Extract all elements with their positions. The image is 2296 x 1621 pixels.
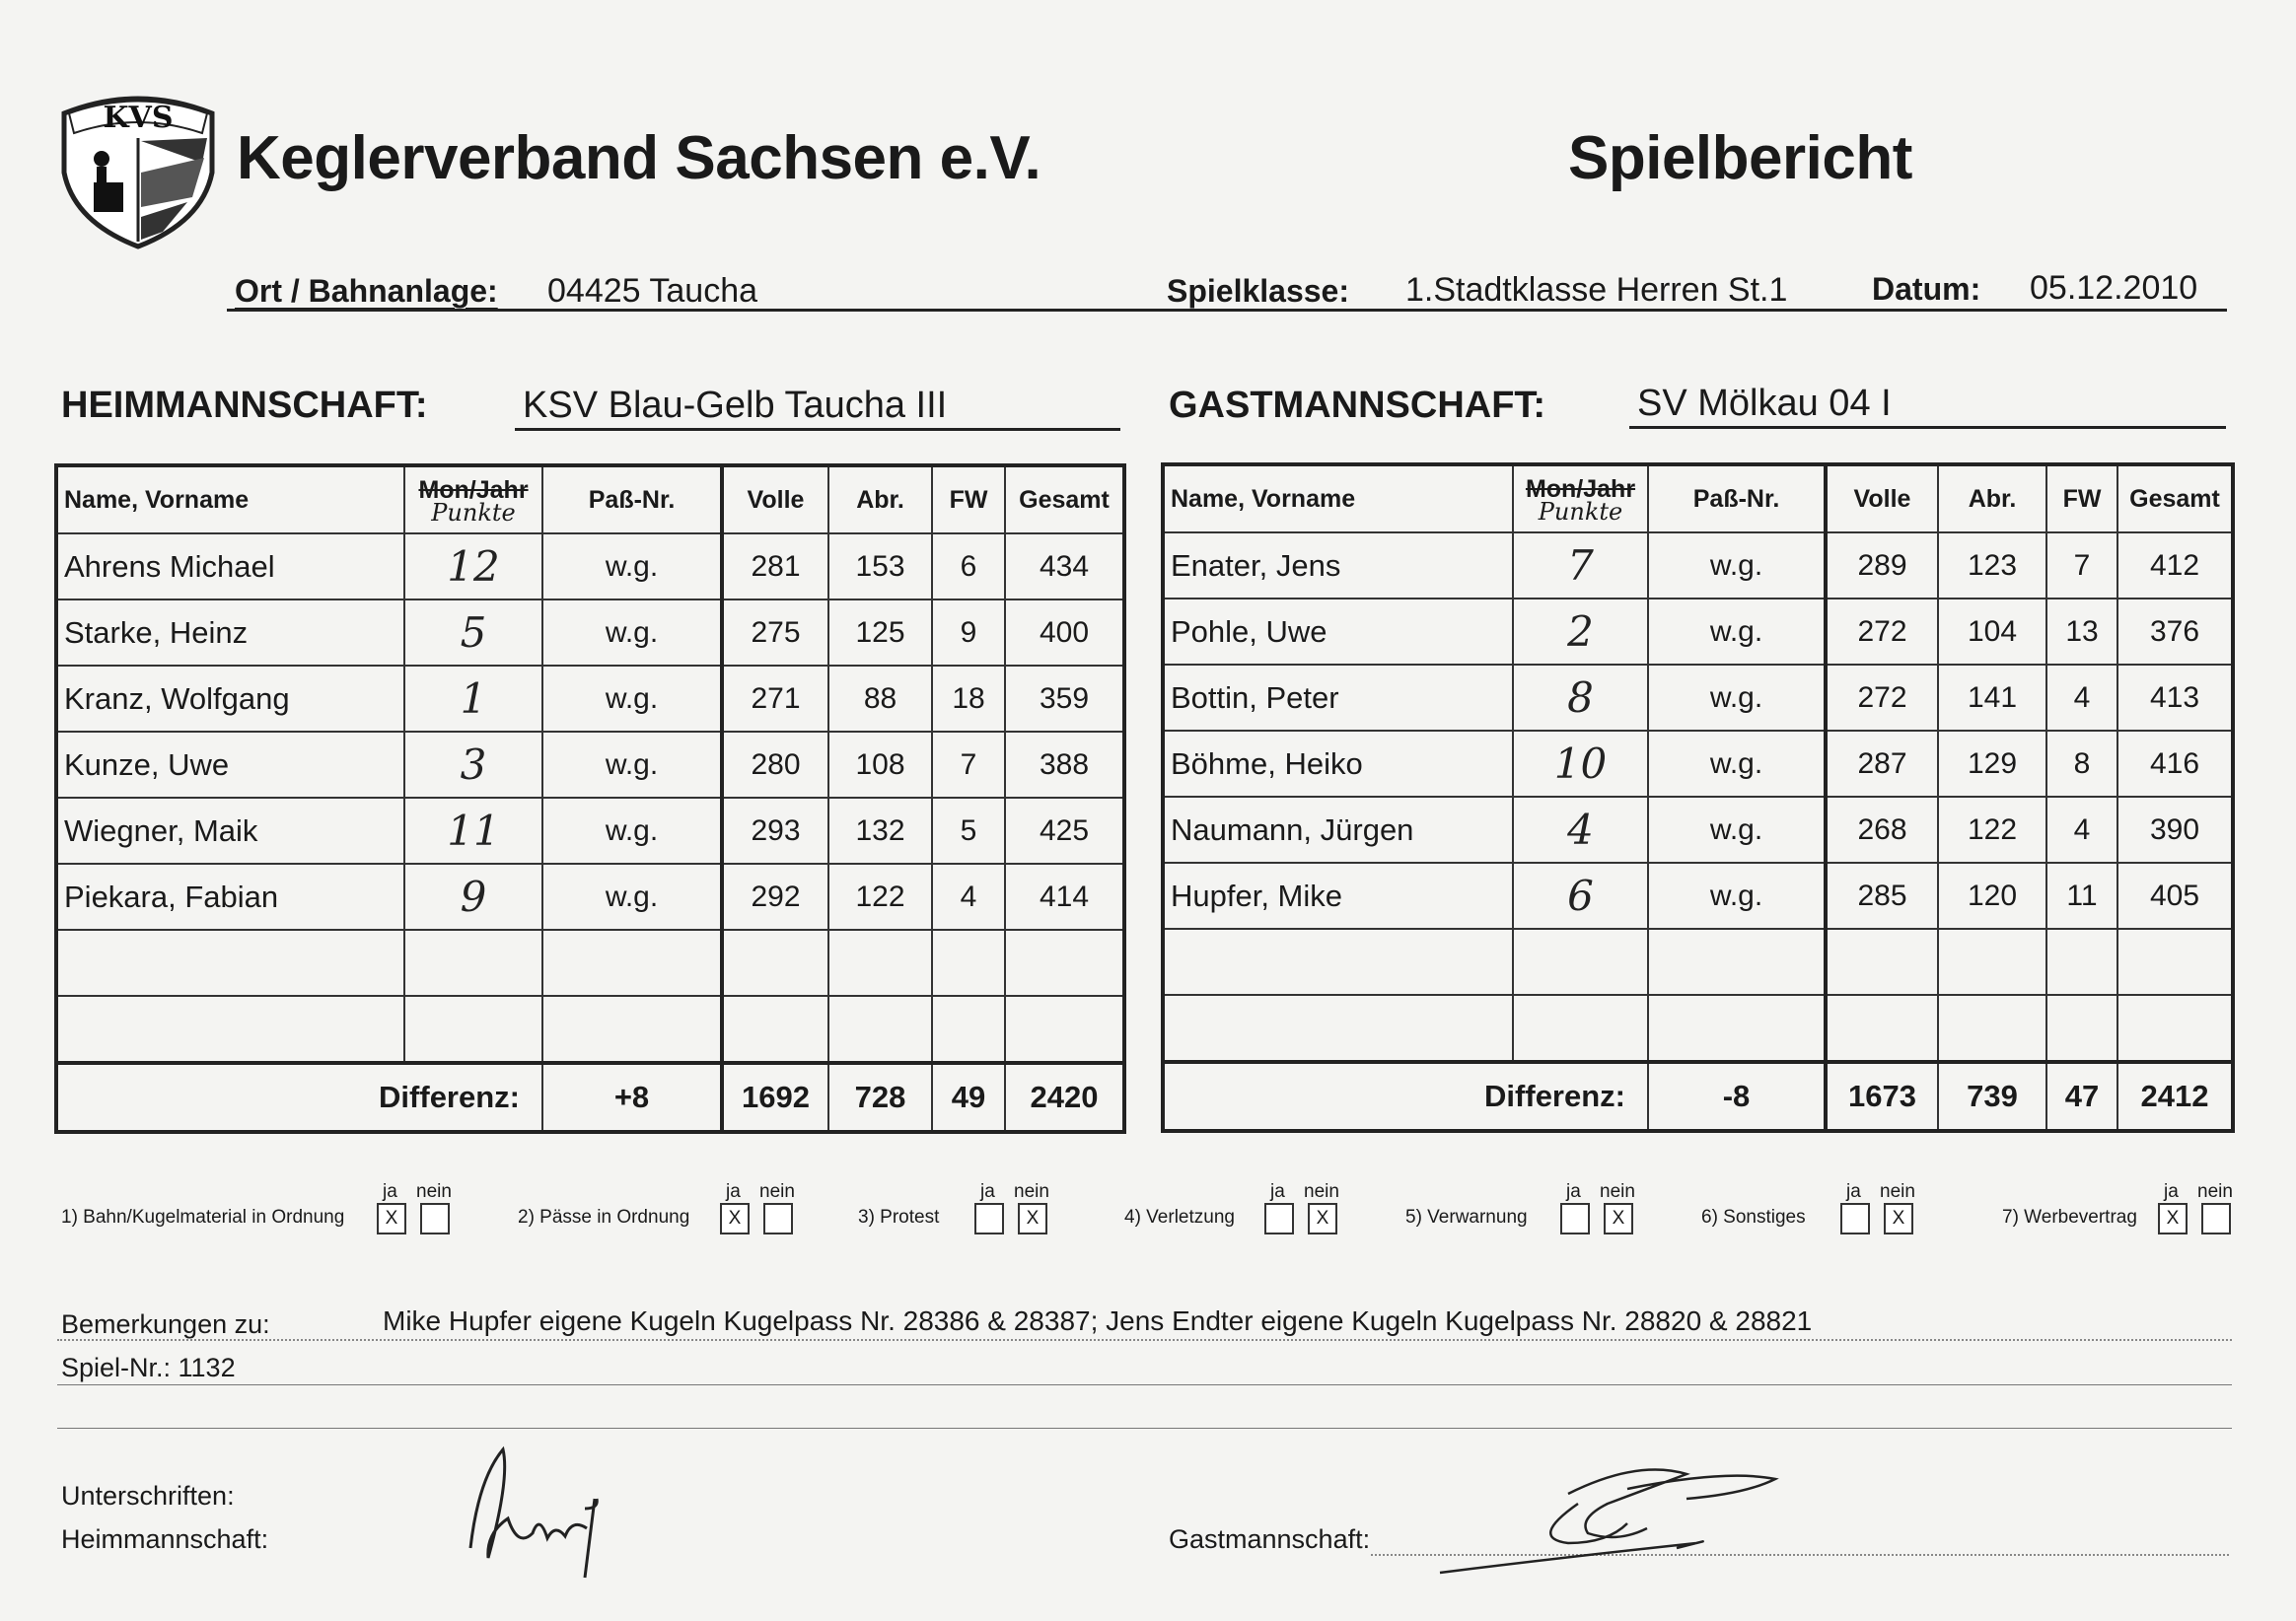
player-total: 416 — [2117, 731, 2233, 797]
col-total-header: Gesamt — [2117, 464, 2233, 532]
date-value: 05.12.2010 — [2030, 269, 2198, 307]
player-volle: 289 — [1826, 532, 1938, 599]
guest-team-name: SV Mölkau 04 I — [1637, 383, 1892, 424]
player-name: Hupfer, Mike — [1163, 863, 1513, 929]
empty-cell — [722, 996, 828, 1063]
player-points: 5 — [404, 599, 542, 666]
diff-label: Differenz: — [56, 1063, 542, 1132]
player-volle: 268 — [1826, 797, 1938, 863]
sum-fw: 47 — [2046, 1062, 2117, 1131]
player-abr: 108 — [828, 732, 932, 798]
yes-label: ja — [1566, 1181, 1581, 1202]
no-checkbox[interactable] — [420, 1203, 450, 1234]
col-fw-header: FW — [932, 465, 1005, 533]
col-name-header: Name, Vorname — [1163, 464, 1513, 532]
no-checkbox[interactable] — [763, 1203, 793, 1234]
table-row — [1163, 797, 2233, 863]
empty-cell — [1938, 929, 2046, 995]
empty-cell — [542, 996, 722, 1063]
sum-total: 2412 — [2117, 1062, 2233, 1131]
col-abr-header: Abr. — [828, 465, 932, 533]
empty-row — [56, 930, 1124, 996]
player-points: 9 — [404, 864, 542, 930]
yes-checkbox[interactable] — [974, 1203, 1004, 1234]
player-total: 359 — [1005, 666, 1124, 732]
empty-cell — [1648, 929, 1826, 995]
player-pass: w.g. — [1648, 731, 1826, 797]
player-pass: w.g. — [1648, 863, 1826, 929]
sum-volle: 1673 — [1826, 1062, 1938, 1131]
no-checkbox[interactable]: X — [1308, 1203, 1337, 1234]
empty-cell — [1513, 995, 1648, 1062]
player-fw: 8 — [2046, 731, 2117, 797]
empty-cell — [1163, 929, 1513, 995]
empty-cell — [828, 996, 932, 1063]
player-volle: 281 — [722, 533, 828, 599]
empty-cell — [1163, 995, 1513, 1062]
yes-checkbox[interactable] — [1264, 1203, 1294, 1234]
player-name: Starke, Heinz — [56, 599, 404, 666]
sum-row — [56, 1063, 1124, 1132]
empty-cell — [2046, 929, 2117, 995]
player-abr: 104 — [1938, 599, 2046, 665]
player-points: 3 — [404, 732, 542, 798]
home-team-label: HEIMMANNSCHAFT: — [61, 385, 428, 426]
player-name: Ahrens Michael — [56, 533, 404, 599]
player-points: 10 — [1513, 731, 1648, 797]
empty-row — [1163, 995, 2233, 1062]
table-row — [56, 864, 1124, 930]
sum-total: 2420 — [1005, 1063, 1124, 1132]
no-label: nein — [1600, 1181, 1635, 1202]
no-checkbox[interactable]: X — [1604, 1203, 1633, 1234]
player-abr: 141 — [1938, 665, 2046, 731]
empty-cell — [404, 930, 542, 996]
empty-cell — [2046, 995, 2117, 1062]
player-name: Wiegner, Maik — [56, 798, 404, 864]
table-row — [56, 798, 1124, 864]
player-pass: w.g. — [542, 864, 722, 930]
empty-cell — [56, 996, 404, 1063]
col-pass-header: Paß-Nr. — [1648, 464, 1826, 532]
remarks-label: Bemerkungen zu: — [61, 1309, 270, 1339]
player-pass: w.g. — [542, 798, 722, 864]
remarks-line-2 — [57, 1384, 2232, 1385]
player-name: Kranz, Wolfgang — [56, 666, 404, 732]
player-pass: w.g. — [542, 732, 722, 798]
empty-cell — [722, 930, 828, 996]
class-value: 1.Stadtklasse Herren St.1 — [1405, 271, 1788, 309]
empty-cell — [1513, 929, 1648, 995]
player-points: 1 — [404, 666, 542, 732]
document-title: Spielbericht — [1568, 124, 1912, 192]
no-checkbox[interactable]: X — [1884, 1203, 1913, 1234]
player-abr: 153 — [828, 533, 932, 599]
player-points: 6 — [1513, 863, 1648, 929]
table-row — [56, 732, 1124, 798]
class-label: Spielklasse: — [1167, 273, 1349, 309]
kvs-logo — [54, 84, 222, 251]
empty-row — [1163, 929, 2233, 995]
yes-label: ja — [2164, 1181, 2179, 1202]
player-pass: w.g. — [542, 666, 722, 732]
empty-cell — [1005, 996, 1124, 1063]
yes-label: ja — [1846, 1181, 1861, 1202]
player-points: 11 — [404, 798, 542, 864]
org-name: Keglerverband Sachsen e.V. — [237, 124, 1041, 192]
no-label: nein — [1304, 1181, 1339, 1202]
sum-abr: 728 — [828, 1063, 932, 1132]
table-row — [1163, 532, 2233, 599]
player-fw: 7 — [932, 732, 1005, 798]
player-volle: 287 — [1826, 731, 1938, 797]
yes-checkbox[interactable] — [1840, 1203, 1870, 1234]
empty-cell — [2117, 929, 2233, 995]
player-pass: w.g. — [542, 533, 722, 599]
player-pass: w.g. — [542, 599, 722, 666]
player-points: 8 — [1513, 665, 1648, 731]
no-checkbox[interactable] — [2201, 1203, 2231, 1234]
player-name: Enater, Jens — [1163, 532, 1513, 599]
player-volle: 272 — [1826, 665, 1938, 731]
guest-team-label: GASTMANNSCHAFT: — [1169, 385, 1546, 426]
player-name: Naumann, Jürgen — [1163, 797, 1513, 863]
col-fw-header: FW — [2046, 464, 2117, 532]
empty-cell — [2117, 995, 2233, 1062]
remarks-text: Mike Hupfer eigene Kugeln Kugelpass Nr. 28386 & 28387; Jens Endter eigene Kugeln Kugelpass Nr. 28820 & 28821 — [383, 1305, 1813, 1336]
player-abr: 132 — [828, 798, 932, 864]
no-label: nein — [416, 1181, 452, 1202]
home-team-name: KSV Blau-Gelb Taucha III — [523, 385, 948, 426]
table-row — [1163, 665, 2233, 731]
yes-label: ja — [726, 1181, 741, 1202]
table-header-row — [56, 465, 1124, 533]
table-row — [1163, 863, 2233, 929]
player-volle: 293 — [722, 798, 828, 864]
col-month-header: Mon/Jahr Punkte — [1513, 464, 1648, 532]
player-name: Piekara, Fabian — [56, 864, 404, 930]
no-label: nein — [2197, 1181, 2233, 1202]
empty-cell — [404, 996, 542, 1063]
empty-cell — [1826, 929, 1938, 995]
yes-label: ja — [383, 1181, 397, 1202]
empty-cell — [1005, 930, 1124, 996]
player-name: Böhme, Heiko — [1163, 731, 1513, 797]
table-row — [56, 666, 1124, 732]
diff-label: Differenz: — [1163, 1062, 1648, 1131]
no-label: nein — [759, 1181, 795, 1202]
no-label: nein — [1880, 1181, 1915, 1202]
guest-team-underline — [1629, 426, 2226, 429]
col-total-header: Gesamt — [1005, 465, 1124, 533]
home-signature — [449, 1440, 646, 1587]
col-pass-header: Paß-Nr. — [542, 465, 722, 533]
player-total: 388 — [1005, 732, 1124, 798]
home-team-underline — [515, 428, 1120, 431]
player-fw: 6 — [932, 533, 1005, 599]
player-name: Bottin, Peter — [1163, 665, 1513, 731]
sum-abr: 739 — [1938, 1062, 2046, 1131]
yes-checkbox[interactable]: X — [377, 1203, 406, 1234]
col-month-header: Mon/Jahr Punkte — [404, 465, 542, 533]
player-fw: 5 — [932, 798, 1005, 864]
empty-cell — [1648, 995, 1826, 1062]
signatures-label: Unterschriften: — [61, 1481, 235, 1511]
yes-checkbox[interactable] — [1560, 1203, 1590, 1234]
player-pass: w.g. — [1648, 532, 1826, 599]
guest-score-table — [1161, 462, 2235, 1133]
player-abr: 123 — [1938, 532, 2046, 599]
player-total: 405 — [2117, 863, 2233, 929]
yes-label: ja — [980, 1181, 995, 1202]
empty-cell — [1826, 995, 1938, 1062]
player-total: 425 — [1005, 798, 1124, 864]
svg-text:KVS: KVS — [103, 101, 174, 135]
player-points: 4 — [1513, 797, 1648, 863]
player-fw: 4 — [932, 864, 1005, 930]
player-fw: 4 — [2046, 665, 2117, 731]
player-name: Kunze, Uwe — [56, 732, 404, 798]
player-pass: w.g. — [1648, 797, 1826, 863]
empty-row — [56, 996, 1124, 1063]
player-fw: 18 — [932, 666, 1005, 732]
empty-cell — [932, 996, 1005, 1063]
col-volle-header: Volle — [722, 465, 828, 533]
player-fw: 9 — [932, 599, 1005, 666]
player-total: 376 — [2117, 599, 2233, 665]
player-abr: 122 — [828, 864, 932, 930]
player-total: 412 — [2117, 532, 2233, 599]
location-label: Ort / Bahnanlage: — [235, 273, 498, 309]
player-total: 413 — [2117, 665, 2233, 731]
player-total: 434 — [1005, 533, 1124, 599]
remarks-line-3 — [57, 1428, 2232, 1429]
no-checkbox[interactable]: X — [1018, 1203, 1047, 1234]
player-pass: w.g. — [1648, 599, 1826, 665]
player-points: 2 — [1513, 599, 1648, 665]
player-volle: 285 — [1826, 863, 1938, 929]
player-volle: 280 — [722, 732, 828, 798]
player-fw: 11 — [2046, 863, 2117, 929]
yes-label: ja — [1270, 1181, 1285, 1202]
player-abr: 122 — [1938, 797, 2046, 863]
col-volle-header: Volle — [1826, 464, 1938, 532]
yes-checkbox[interactable]: X — [720, 1203, 750, 1234]
col-abr-header: Abr. — [1938, 464, 2046, 532]
player-abr: 88 — [828, 666, 932, 732]
diff-value: +8 — [542, 1063, 722, 1132]
player-total: 390 — [2117, 797, 2233, 863]
player-name: Pohle, Uwe — [1163, 599, 1513, 665]
yes-checkbox[interactable]: X — [2158, 1203, 2188, 1234]
table-row — [1163, 599, 2233, 665]
home-signature-label: Heimmannschaft: — [61, 1524, 269, 1554]
empty-cell — [828, 930, 932, 996]
date-label: Datum: — [1872, 271, 1981, 307]
game-number: Spiel-Nr.: 1132 — [61, 1353, 236, 1382]
guest-signature-label: Gastmannschaft: — [1169, 1524, 1371, 1554]
location-value: 04425 Taucha — [547, 272, 758, 310]
sum-volle: 1692 — [722, 1063, 828, 1132]
empty-cell — [932, 930, 1005, 996]
player-points: 7 — [1513, 532, 1648, 599]
empty-cell — [56, 930, 404, 996]
player-abr: 129 — [1938, 731, 2046, 797]
empty-cell — [1938, 995, 2046, 1062]
player-total: 400 — [1005, 599, 1124, 666]
player-total: 414 — [1005, 864, 1124, 930]
sum-fw: 49 — [932, 1063, 1005, 1132]
player-volle: 271 — [722, 666, 828, 732]
player-fw: 7 — [2046, 532, 2117, 599]
table-row — [56, 533, 1124, 599]
empty-cell — [542, 930, 722, 996]
player-volle: 275 — [722, 599, 828, 666]
no-label: nein — [1014, 1181, 1049, 1202]
remarks-line — [57, 1339, 2232, 1341]
table-row — [1163, 731, 2233, 797]
guest-signature — [1400, 1449, 1815, 1578]
table-header-row — [1163, 464, 2233, 532]
col-name-header: Name, Vorname — [56, 465, 404, 533]
meta-underline — [227, 309, 2227, 312]
table-row — [56, 599, 1124, 666]
player-abr: 120 — [1938, 863, 2046, 929]
home-score-table — [54, 463, 1126, 1134]
player-points: 12 — [404, 533, 542, 599]
player-volle: 272 — [1826, 599, 1938, 665]
sum-row — [1163, 1062, 2233, 1131]
diff-value: -8 — [1648, 1062, 1826, 1131]
player-pass: w.g. — [1648, 665, 1826, 731]
player-fw: 13 — [2046, 599, 2117, 665]
player-volle: 292 — [722, 864, 828, 930]
player-abr: 125 — [828, 599, 932, 666]
player-fw: 4 — [2046, 797, 2117, 863]
